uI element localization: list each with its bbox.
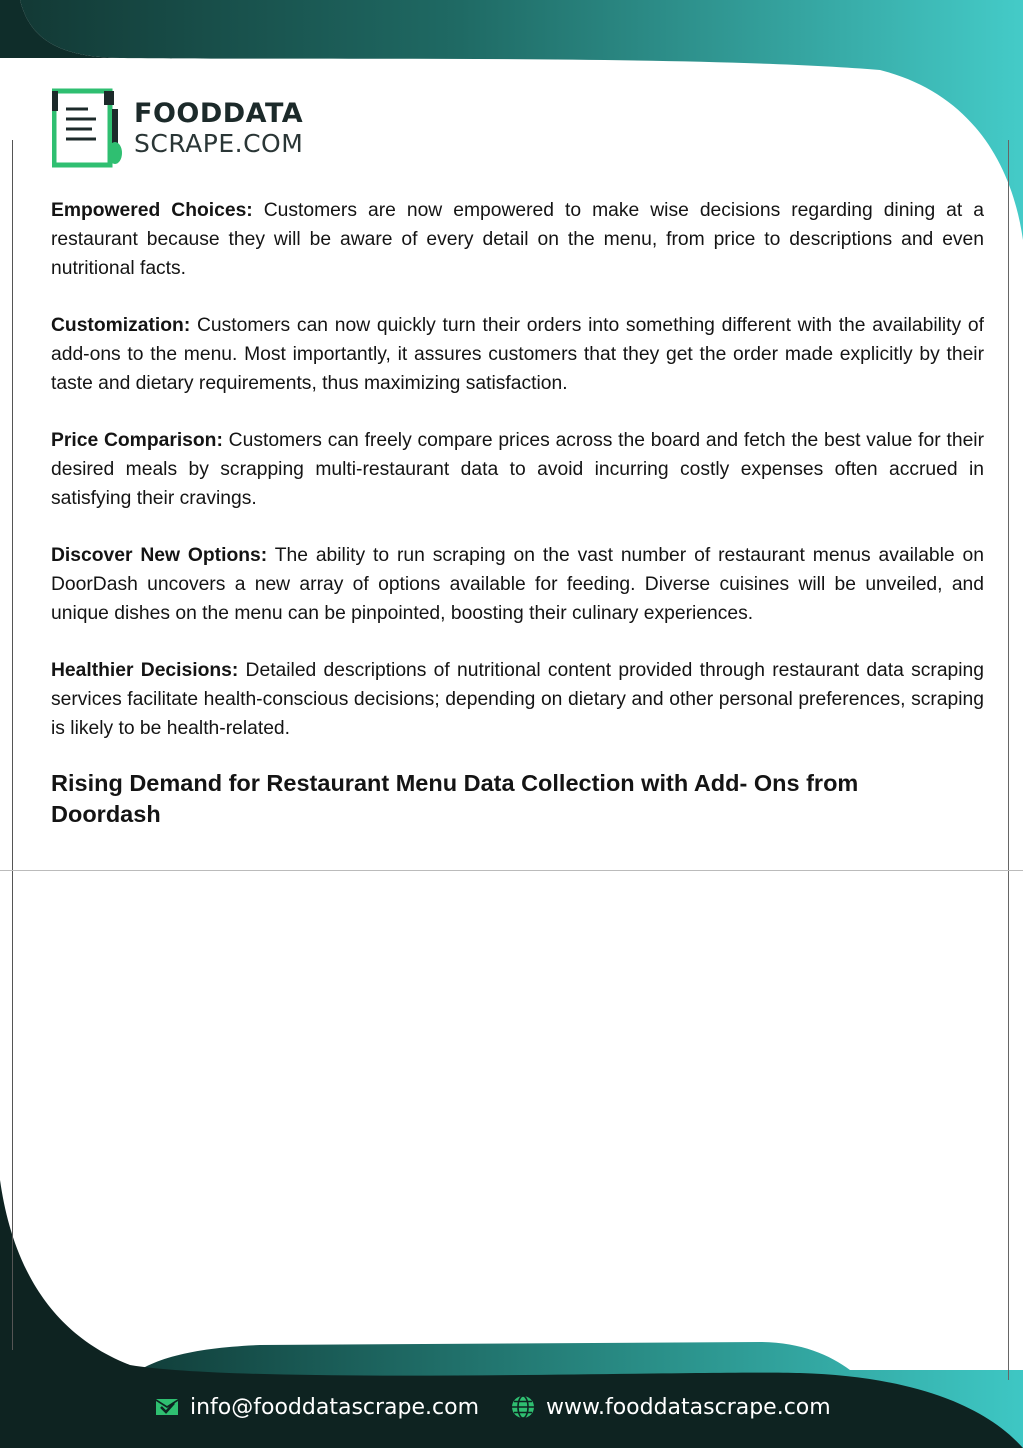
email-text[interactable]: info@fooddatascrape.com xyxy=(190,1394,480,1420)
paragraph-text: The ability to run scraping on the vast number of restaurant menus available on DoorDash uncovers a new array of options available for feeding. Diverse cuisines will be unveiled, and unique dishes on the menu can be pinpointed, boosting their culinary experiences. xyxy=(51,545,984,624)
website-link[interactable] xyxy=(510,1394,831,1420)
paragraph-customization xyxy=(51,311,984,398)
logo-wordmark-top: FOODDATA xyxy=(134,98,304,129)
frame-line xyxy=(1008,140,1009,1380)
paragraph-healthier-decisions xyxy=(51,656,984,743)
paragraph-title: Customization: xyxy=(51,315,191,336)
envelope-check-icon xyxy=(154,1394,180,1420)
frame-divider xyxy=(0,870,1023,871)
paragraph-discover-new-options xyxy=(51,541,984,628)
paragraph-title: Discover New Options: xyxy=(51,545,268,566)
paragraph-title: Price Comparison: xyxy=(51,430,223,451)
paragraph-text: Customers are now empowered to make wise decisions regarding dining at a restaurant because they will be aware of every detail on the menu, from price to descriptions and even nutritional facts. xyxy=(51,200,984,279)
paragraph-text: Customers can freely compare prices across the board and fetch the best value for their desired meals by scrapping multi-restaurant data to avoid incurring costly expenses often accrued in satisfying their cravings. xyxy=(51,430,984,509)
paragraph-text: Customers can now quickly turn their orders into something different with the availability of add-ons to the menu. Most importantly, it assures customers that they get the order made explicitly by their taste and dietary requirements, thus maximizing satisfaction. xyxy=(51,315,984,394)
paragraph-text: Detailed descriptions of nutritional content provided through restaurant data scraping services facilitate health-conscious decisions; depending on dietary and other personal preferences, scraping is likely to be health-related. xyxy=(51,660,985,739)
article-body xyxy=(51,196,984,830)
logo-wordmark-bottom: SCRAPE.COM xyxy=(134,129,304,158)
logo xyxy=(52,86,303,170)
paragraph-price-comparison xyxy=(51,426,984,513)
globe-icon xyxy=(510,1394,536,1420)
paragraph-title: Healthier Decisions: xyxy=(51,660,239,681)
footer xyxy=(0,1394,1023,1430)
paragraph-title: Empowered Choices: xyxy=(51,200,253,221)
frame-line xyxy=(12,140,13,1350)
paragraph-empowered-choices xyxy=(51,196,984,283)
website-text[interactable]: www.fooddatascrape.com xyxy=(546,1394,831,1420)
email-link[interactable] xyxy=(154,1394,479,1420)
section-heading: Rising Demand for Restaurant Menu Data Collection with Add- Ons from Doordash xyxy=(51,770,859,827)
menu-board-icon xyxy=(52,87,124,169)
